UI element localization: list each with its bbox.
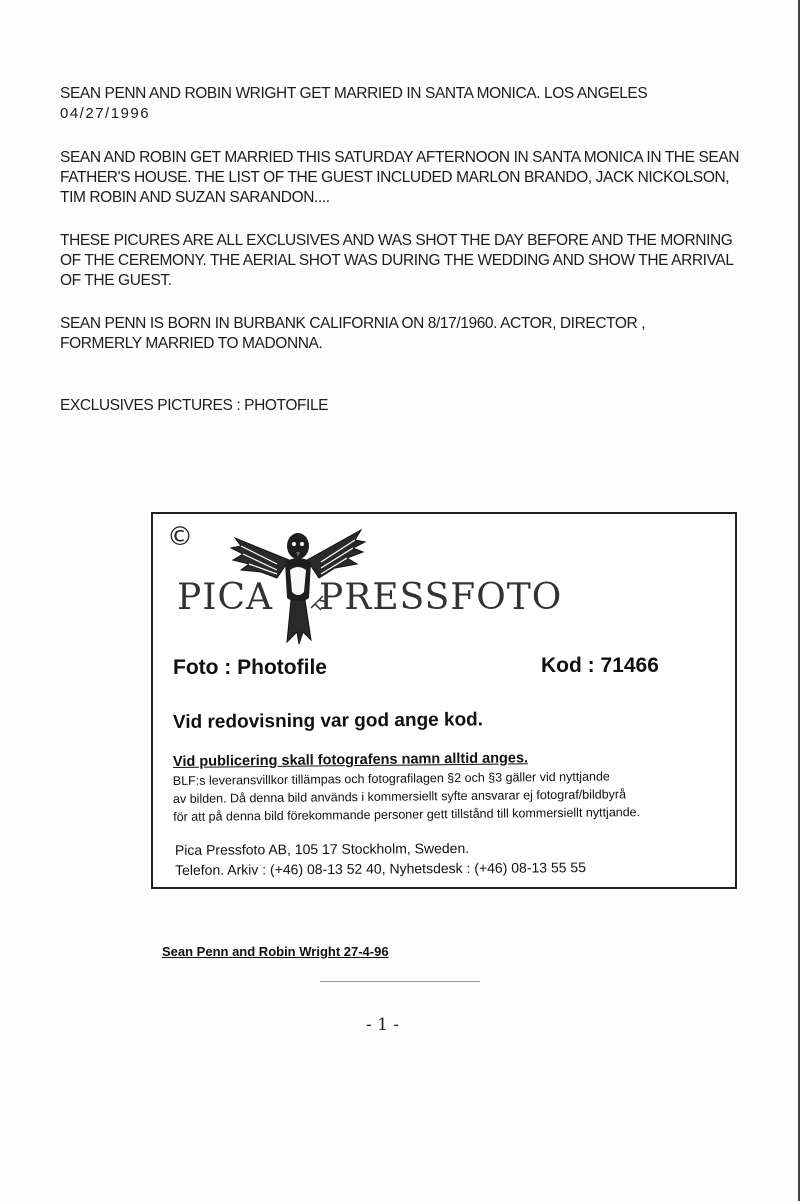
photographer-label: Foto : Photofile [173, 656, 327, 679]
publication-notice: Vid publicering skall fotografens namn alltid anges. [172, 750, 529, 770]
logo-text-pressfoto: PRESSFOTO [319, 577, 563, 618]
phone-line: Telefon. Arkiv : (+46) 08-13 52 40, Nyhetsdesk : (+46) 08-13 55 55 [175, 859, 587, 878]
photo-code: Kod : 71466 [541, 654, 659, 677]
usage-conditions [173, 766, 734, 826]
article-paragraph-2: THESE PICURES ARE ALL EXCLUSIVES AND WAS SHOT THE DAY BEFORE AND THE MORNING OF THE CEREMONY. THE AERIAL SHOT WAS DURING THE WEDDING AND SHOW THE ARRIVAL OF THE GUEST. [60, 232, 733, 289]
article-paragraph-1: SEAN AND ROBIN GET MARRIED THIS SATURDAY AFTERNOON IN SANTA MONICA IN THE SEAN FATHER'S HOUSE. THE LIST OF THE GUEST INCLUDED MARLON BRANDO, JACK NICKOLSON, TIM ROBIN AND SUZAN SARANDON.... [60, 149, 740, 206]
page-number: - 1 - [366, 1015, 400, 1035]
conditions-line: BLF:s leveransvillkor tillämpas och fotografilagen §2 och §3 gäller vid nyttjande [172, 769, 610, 789]
logo-text-pica: PICA [177, 577, 273, 618]
copyright-symbol: © [167, 522, 193, 552]
article-paragraph-3: SEAN PENN IS BORN IN BURBANK CALIFORNIA ON 8/17/1960. ACTOR, DIRECTOR , FORMERLY MARRIED TO MADONNA. [60, 315, 646, 352]
agency-stamp [151, 512, 737, 889]
code-instruction: Vid redovisning var god ange kod. [172, 709, 484, 733]
divider-line [320, 981, 480, 982]
conditions-line: för att på denna bild förekommande personer gett tillstånd till kommersiellt nyttjande. [173, 805, 641, 824]
headline-text: SEAN PENN AND ROBIN WRIGHT GET MARRIED IN SANTA MONICA. LOS ANGELES [60, 85, 648, 102]
conditions-line: av bilden. Då denna bild används i kommersiellt syfte ansvarar ej fotograf/bildbyrå [172, 787, 627, 806]
article-date: 04/27/1996 [60, 105, 151, 122]
article-credit: EXCLUSIVES PICTURES : PHOTOFILE [60, 397, 329, 414]
photo-caption: Sean Penn and Robin Wright 27-4-96 [162, 944, 389, 959]
agency-address [175, 837, 586, 880]
address-line: Pica Pressfoto AB, 105 17 Stockholm, Sweden. [174, 839, 470, 859]
article-headline [60, 84, 750, 124]
